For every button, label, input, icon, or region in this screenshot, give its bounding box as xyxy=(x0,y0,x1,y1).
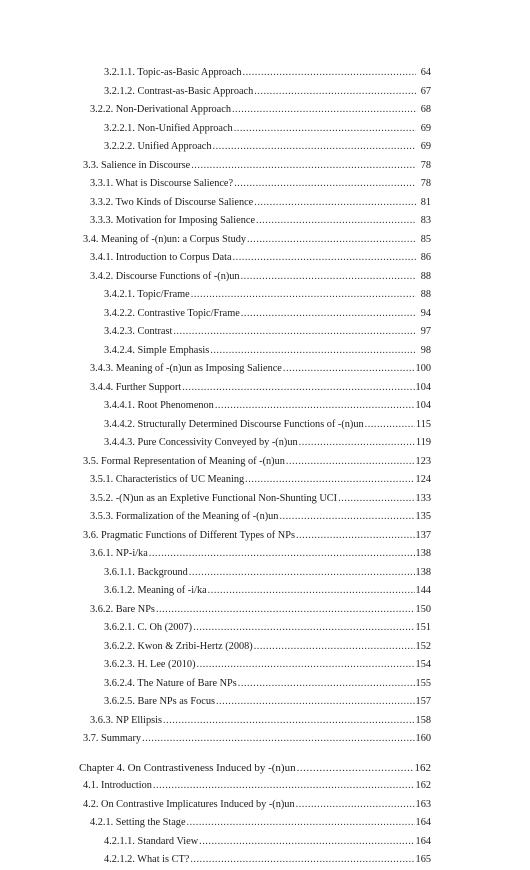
toc-entry-page-number: 115 xyxy=(415,418,431,430)
toc-entry-page-number: 138 xyxy=(415,548,431,559)
dot-leader xyxy=(247,231,416,250)
toc-entry xyxy=(79,851,431,870)
dot-leader xyxy=(256,212,416,231)
dot-leader xyxy=(297,759,414,778)
dot-leader xyxy=(199,833,414,852)
toc-entry xyxy=(79,268,431,287)
toc-entry-page-number: 135 xyxy=(415,511,431,522)
dot-leader xyxy=(187,814,415,833)
toc-entry-title: 3.4.2.2. Contrastive Topic/Frame xyxy=(104,307,240,319)
toc-entry-page-number: 138 xyxy=(415,566,431,578)
toc-entry-title: 3.4. Meaning of -(n)un: a Corpus Study xyxy=(83,233,247,245)
dot-leader xyxy=(254,638,415,657)
toc-entry-page-number: 81 xyxy=(420,196,431,208)
toc-entry-page-number: 83 xyxy=(420,215,431,226)
toc-entry-page-number: 162 xyxy=(414,761,431,774)
toc-entry-title: 3.3.2. Two Kinds of Discourse Salience xyxy=(90,196,254,208)
toc-entry xyxy=(79,582,431,601)
dot-leader xyxy=(254,194,416,213)
toc-entry xyxy=(79,796,431,815)
toc-entry-page-number: 124 xyxy=(415,474,431,485)
toc-entry xyxy=(79,416,431,435)
toc-entry-page-number: 97 xyxy=(420,326,431,337)
dot-leader xyxy=(365,416,415,435)
dot-leader xyxy=(245,471,414,490)
toc-entry-title: 3.4.3. Meaning of -(n)un as Imposing Salience xyxy=(90,363,282,374)
toc-entry-title: 3.2.2. Non-Derivational Approach xyxy=(90,104,231,115)
toc-entry xyxy=(79,601,431,620)
toc-entry xyxy=(79,777,431,796)
toc-entry-title: 4.2.1.1. Standard View xyxy=(104,835,199,847)
dot-leader xyxy=(193,619,414,638)
toc-entry xyxy=(79,120,431,139)
toc-entry xyxy=(79,64,431,83)
toc-entry-page-number: 85 xyxy=(420,233,431,245)
dot-leader xyxy=(216,693,415,712)
toc-entry xyxy=(79,814,431,833)
toc-entry xyxy=(79,508,431,527)
toc-entry xyxy=(79,157,431,176)
toc-entry xyxy=(79,712,431,731)
toc-entry-title: 4.2.1.2. What is CT? xyxy=(104,854,190,865)
toc-entry-page-number: 164 xyxy=(415,835,431,847)
toc-entry-page-number: 158 xyxy=(415,714,431,726)
toc-entry-page-number: 69 xyxy=(420,141,431,152)
toc-entry-title: 3.4.4. Further Support xyxy=(90,381,182,393)
toc-entry-page-number: 154 xyxy=(415,659,431,670)
toc-entry-title: 3.4.2. Discourse Functions of -(n)un xyxy=(90,270,240,282)
toc-entry-title: 3.6.1.1. Background xyxy=(104,566,188,578)
dot-leader xyxy=(149,545,415,564)
toc-entry-title: 3.6.1.2. Meaning of -i/ka xyxy=(104,585,207,596)
toc-entry xyxy=(79,564,431,583)
dot-leader xyxy=(279,508,414,527)
table-of-contents xyxy=(79,64,431,870)
toc-entry-title: 3.3.3. Motivation for Imposing Salience xyxy=(90,215,256,226)
dot-leader xyxy=(243,64,417,83)
toc-entry-page-number: 94 xyxy=(420,307,431,319)
toc-entry xyxy=(79,360,431,379)
toc-entry-title: 3.6.2.3. H. Lee (2010) xyxy=(104,659,196,670)
dot-leader xyxy=(142,730,414,749)
dot-leader xyxy=(233,249,416,268)
dot-leader xyxy=(156,601,415,620)
toc-entry xyxy=(79,212,431,231)
dot-leader xyxy=(338,490,414,509)
toc-entry-page-number: 160 xyxy=(415,733,431,744)
toc-entry xyxy=(79,323,431,342)
dot-leader xyxy=(190,851,414,870)
toc-entry xyxy=(79,453,431,472)
toc-entry-title: 3.3.1. What is Discourse Salience? xyxy=(90,178,234,189)
toc-entry-title: 3.5.2. -(N)un as an Expletive Functional Non-Shunting UCI xyxy=(90,492,338,504)
dot-leader xyxy=(191,286,416,305)
dot-leader xyxy=(254,83,416,102)
toc-entry-title: 3.6.3. NP Ellipsis xyxy=(90,714,162,726)
toc-entry-page-number: 67 xyxy=(420,85,431,97)
toc-entry xyxy=(79,833,431,852)
dot-leader xyxy=(191,157,416,176)
dot-leader xyxy=(238,675,415,694)
toc-entry-title: 3.5. Formal Representation of Meaning of -(n)un xyxy=(83,455,285,467)
toc-entry-page-number: 152 xyxy=(415,640,431,652)
toc-entry xyxy=(79,397,431,416)
toc-entry-title: 3.6.2.4. The Nature of Bare NPs xyxy=(104,677,237,689)
toc-entry-title: 3.2.1.1. Topic-as-Basic Approach xyxy=(104,67,242,78)
dot-leader xyxy=(153,777,415,796)
toc-entry xyxy=(79,231,431,250)
toc-entry-page-number: 144 xyxy=(415,585,431,596)
toc-entry-title: 3.4.2.1. Topic/Frame xyxy=(104,289,190,300)
toc-entry xyxy=(79,286,431,305)
toc-entry-page-number: 64 xyxy=(420,67,431,78)
toc-entry xyxy=(79,675,431,694)
toc-entry-title: 3.2.1.2. Contrast-as-Basic Approach xyxy=(104,85,254,97)
toc-entry-title: 3.4.4.1. Root Phenomenon xyxy=(104,400,214,411)
dot-leader xyxy=(213,138,416,157)
toc-entry xyxy=(79,305,431,324)
toc-entry-page-number: 104 xyxy=(415,400,431,411)
toc-entry xyxy=(79,527,431,546)
toc-entry-title: 3.6. Pragmatic Functions of Different Types of NPs xyxy=(83,529,295,541)
toc-entry-page-number: 119 xyxy=(415,437,431,448)
toc-entry xyxy=(79,693,431,712)
toc-entry xyxy=(79,490,431,509)
toc-entry xyxy=(79,249,431,268)
dot-leader xyxy=(210,342,416,361)
dot-leader xyxy=(296,796,415,815)
toc-entry-page-number: 88 xyxy=(420,270,431,282)
toc-entry xyxy=(79,545,431,564)
toc-entry-page-number: 86 xyxy=(420,252,431,263)
toc-entry-title: 3.5.1. Characteristics of UC Meaning xyxy=(90,474,245,485)
dot-leader xyxy=(215,397,415,416)
toc-entry-title: 3.4.2.3. Contrast xyxy=(104,326,173,337)
dot-leader xyxy=(234,175,416,194)
toc-entry-page-number: 100 xyxy=(415,363,431,374)
toc-entry-page-number: 88 xyxy=(420,289,431,300)
dot-leader xyxy=(241,268,416,287)
dot-leader xyxy=(241,305,416,324)
dot-leader xyxy=(232,101,416,120)
toc-entry-page-number: 123 xyxy=(415,455,431,467)
toc-entry xyxy=(79,638,431,657)
dot-leader xyxy=(189,564,415,583)
toc-entry xyxy=(79,656,431,675)
toc-entry xyxy=(79,83,431,102)
toc-entry xyxy=(79,194,431,213)
toc-entry xyxy=(79,101,431,120)
toc-entry-title: 4.2. On Contrastive Implicatures Induced by -(n)un xyxy=(83,798,295,810)
toc-entry xyxy=(79,434,431,453)
toc-entry-title: 3.4.4.2. Structurally Determined Discourse Functions of -(n)un xyxy=(104,418,364,430)
toc-entry xyxy=(79,759,431,778)
toc-entry-page-number: 133 xyxy=(415,492,431,504)
toc-entry-title: 3.5.3. Formalization of the Meaning of -(n)un xyxy=(90,511,279,522)
toc-entry-title: 3.6.2. Bare NPs xyxy=(90,603,155,615)
dot-leader xyxy=(299,434,415,453)
toc-entry-title: 3.4.2.4. Simple Emphasis xyxy=(104,344,210,356)
toc-entry-title: 3.6.2.1. C. Oh (2007) xyxy=(104,622,193,633)
dot-leader xyxy=(283,360,415,379)
toc-entry-title: 3.3. Salience in Discourse xyxy=(83,159,191,171)
toc-entry xyxy=(79,379,431,398)
dot-leader xyxy=(173,323,416,342)
dot-leader xyxy=(286,453,415,472)
dot-leader xyxy=(182,379,414,398)
toc-entry-title: 3.4.1. Introduction to Corpus Data xyxy=(90,252,232,263)
toc-entry-page-number: 157 xyxy=(415,696,431,707)
dot-leader xyxy=(208,582,415,601)
toc-entry-page-number: 164 xyxy=(415,817,431,828)
toc-entry-page-number: 78 xyxy=(420,159,431,171)
toc-entry xyxy=(79,342,431,361)
toc-entry-page-number: 98 xyxy=(420,344,431,356)
toc-entry-title: 3.6.2.5. Bare NPs as Focus xyxy=(104,696,215,707)
toc-entry-title: 3.2.2.1. Non-Unified Approach xyxy=(104,122,233,134)
toc-entry-title: Chapter 4. On Contrastiveness Induced by -(n)un xyxy=(79,761,296,774)
toc-entry-page-number: 151 xyxy=(415,622,431,633)
toc-entry-page-number: 162 xyxy=(415,780,431,791)
toc-entry-title: 4.1. Introduction xyxy=(83,780,152,791)
toc-entry-page-number: 104 xyxy=(415,381,431,393)
toc-entry-title: 3.6.2.2. Kwon & Zribi-Hertz (2008) xyxy=(104,640,253,652)
dot-leader xyxy=(296,527,415,546)
toc-entry xyxy=(79,619,431,638)
toc-entry-title: 4.2.1. Setting the Stage xyxy=(90,817,186,828)
toc-entry-title: 3.6.1. NP-i/ka xyxy=(90,548,148,559)
toc-entry-page-number: 165 xyxy=(415,854,431,865)
toc-entry xyxy=(79,175,431,194)
toc-entry-page-number: 78 xyxy=(420,178,431,189)
toc-entry-page-number: 155 xyxy=(415,677,431,689)
dot-leader xyxy=(163,712,415,731)
toc-entry-page-number: 68 xyxy=(420,104,431,115)
dot-leader xyxy=(234,120,416,139)
toc-entry xyxy=(79,730,431,749)
toc-entry-title: 3.4.4.3. Pure Concessivity Conveyed by -(n)un xyxy=(104,437,298,448)
toc-entry xyxy=(79,138,431,157)
toc-entry-title: 3.7. Summary xyxy=(83,733,142,744)
toc-entry xyxy=(79,471,431,490)
toc-entry-page-number: 150 xyxy=(415,603,431,615)
toc-entry-title: 3.2.2.2. Unified Approach xyxy=(104,141,212,152)
dot-leader xyxy=(197,656,415,675)
toc-entry-page-number: 163 xyxy=(415,798,431,810)
toc-entry-page-number: 137 xyxy=(415,529,431,541)
toc-entry-page-number: 69 xyxy=(420,122,431,134)
